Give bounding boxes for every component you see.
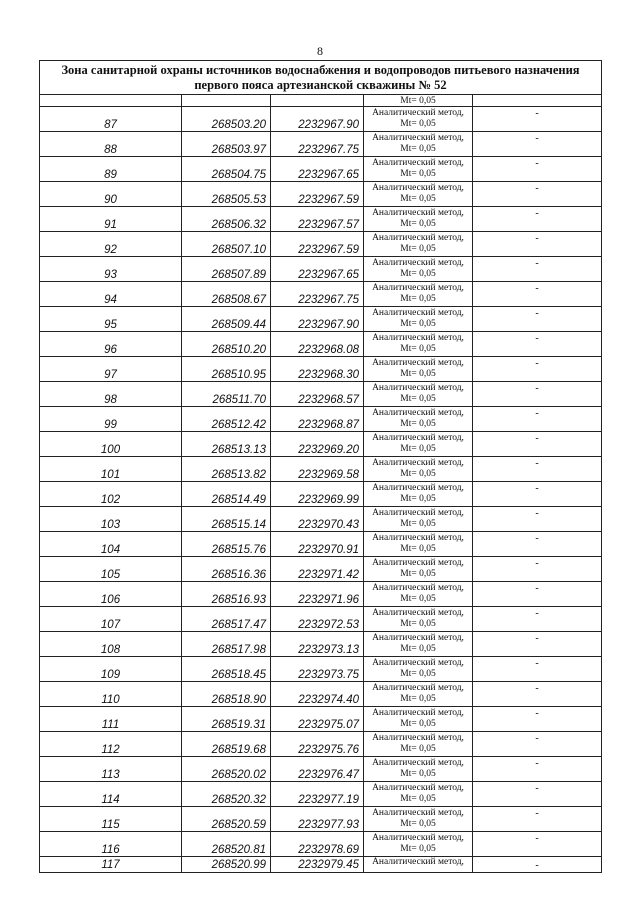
- title-line-1: Зона санитарной охраны источников водоснабжения и водопроводов питьевого назначения: [61, 63, 580, 77]
- table-row: [40, 632, 601, 657]
- cell-point: 91: [40, 207, 182, 232]
- method-accuracy: Mt= 0,05: [400, 244, 436, 254]
- method-accuracy: Mt= 0,05: [400, 719, 436, 729]
- method-accuracy: Mt= 0,05: [400, 769, 436, 779]
- cell-dash: -: [473, 757, 602, 782]
- method-name: Аналитический метод,: [372, 658, 464, 668]
- cell-dash: -: [473, 232, 602, 257]
- method-accuracy: Mt= 0,05: [400, 319, 436, 329]
- method-accuracy: Mt= 0,05: [400, 494, 436, 504]
- cell-dash: -: [473, 682, 602, 707]
- cell-dash: -: [473, 107, 602, 132]
- cell-dash: -: [473, 807, 602, 832]
- method-name: Аналитический метод,: [372, 258, 464, 268]
- table-row: [40, 832, 601, 857]
- cell-point: 88: [40, 132, 182, 157]
- method-accuracy: Mt= 0,05: [400, 444, 436, 454]
- cell-x: [182, 95, 271, 107]
- table-row: [40, 682, 601, 707]
- coordinates-table: [40, 95, 601, 873]
- table-row: [40, 507, 601, 532]
- table-row: [40, 432, 601, 457]
- cell-method: [364, 207, 473, 232]
- cell-x: 268520.81: [182, 832, 271, 857]
- cell-method: [364, 832, 473, 857]
- cell-dash: -: [473, 132, 602, 157]
- cell-y: 2232967.90: [271, 107, 364, 132]
- cell-point: 93: [40, 257, 182, 282]
- cell-dash: -: [473, 557, 602, 582]
- cell-y: 2232974.40: [271, 682, 364, 707]
- cell-point: 109: [40, 657, 182, 682]
- method-accuracy: Mt= 0,05: [400, 819, 436, 829]
- method-name: Аналитический метод,: [372, 333, 464, 343]
- cell-method: [364, 757, 473, 782]
- table-row: [40, 257, 601, 282]
- cell-point: 90: [40, 182, 182, 207]
- method-accuracy: Mt= 0,05: [400, 669, 436, 679]
- cell-x: 268510.95: [182, 357, 271, 382]
- document-title: [40, 61, 601, 95]
- table-row: [40, 782, 601, 807]
- cell-y: 2232967.57: [271, 207, 364, 232]
- page-number: 8: [317, 44, 323, 58]
- cell-x: 268513.13: [182, 432, 271, 457]
- cell-y: 2232971.96: [271, 582, 364, 607]
- cell-point: 116: [40, 832, 182, 857]
- table-row: [40, 807, 601, 832]
- cell-dash: -: [473, 782, 602, 807]
- cell-method: [364, 357, 473, 382]
- cell-dash: -: [473, 707, 602, 732]
- method-name: Аналитический метод,: [372, 857, 464, 867]
- method-name: Аналитический метод,: [372, 783, 464, 793]
- cell-point: 113: [40, 757, 182, 782]
- table-row: [40, 382, 601, 407]
- method-accuracy: Mt= 0,05: [400, 119, 436, 129]
- cell-y: 2232976.47: [271, 757, 364, 782]
- table-row: [40, 157, 601, 182]
- cell-method: [364, 607, 473, 632]
- cell-y: 2232971.42: [271, 557, 364, 582]
- cell-x: 268507.10: [182, 232, 271, 257]
- cell-method: Mt= 0,05: [364, 95, 473, 107]
- table-row: [40, 407, 601, 432]
- cell-point: 104: [40, 532, 182, 557]
- cell-y: 2232967.59: [271, 182, 364, 207]
- method-accuracy: Mt= 0,05: [400, 394, 436, 404]
- cell-method: [364, 732, 473, 757]
- method-name: Аналитический метод,: [372, 558, 464, 568]
- method-name: Аналитический метод,: [372, 158, 464, 168]
- method-name: Аналитический метод,: [372, 608, 464, 618]
- table-row: [40, 132, 601, 157]
- method-accuracy: Mt= 0,05: [400, 219, 436, 229]
- cell-y: 2232969.58: [271, 457, 364, 482]
- cell-point: 105: [40, 557, 182, 582]
- cell-method: [364, 457, 473, 482]
- method-accuracy: Mt= 0,05: [400, 369, 436, 379]
- table-row: [40, 457, 601, 482]
- cell-point: 101: [40, 457, 182, 482]
- cell-x: 268520.59: [182, 807, 271, 832]
- cell-y: 2232975.76: [271, 732, 364, 757]
- table-row: [40, 482, 601, 507]
- cell-dash: -: [473, 607, 602, 632]
- cell-y: 2232968.30: [271, 357, 364, 382]
- table-row: [40, 207, 601, 232]
- cell-dash: -: [473, 257, 602, 282]
- cell-point: 103: [40, 507, 182, 532]
- cell-y: 2232969.99: [271, 482, 364, 507]
- cell-method: [364, 432, 473, 457]
- cell-x: 268503.97: [182, 132, 271, 157]
- cell-x: 268515.76: [182, 532, 271, 557]
- method-accuracy: Mt= 0,05: [400, 269, 436, 279]
- cell-point: 102: [40, 482, 182, 507]
- method-accuracy: Mt= 0,05: [400, 544, 436, 554]
- cell-method: [364, 532, 473, 557]
- cell-dash: -: [473, 157, 602, 182]
- cell-y: 2232970.91: [271, 532, 364, 557]
- cell-method: [364, 682, 473, 707]
- cell-x: 268508.67: [182, 282, 271, 307]
- method-accuracy: Mt= 0,05: [400, 644, 436, 654]
- table-row: [40, 857, 601, 873]
- method-name: Аналитический метод,: [372, 633, 464, 643]
- cell-point: 96: [40, 332, 182, 357]
- method-name: Аналитический метод,: [372, 458, 464, 468]
- method-name: Аналитический метод,: [372, 483, 464, 493]
- cell-point: 97: [40, 357, 182, 382]
- cell-method: [364, 707, 473, 732]
- cell-dash: -: [473, 457, 602, 482]
- method-accuracy: Mt= 0,05: [400, 519, 436, 529]
- cell-x: 268503.20: [182, 107, 271, 132]
- cell-method: [364, 132, 473, 157]
- cell-method: [364, 257, 473, 282]
- method-accuracy: Mt= 0,05: [400, 569, 436, 579]
- table-row: [40, 732, 601, 757]
- method-accuracy: Mt= 0,05: [400, 169, 436, 179]
- cell-dash: -: [473, 657, 602, 682]
- method-accuracy: Mt= 0,05: [400, 469, 436, 479]
- table-row: [40, 307, 601, 332]
- cell-dash: -: [473, 407, 602, 432]
- cell-point: 108: [40, 632, 182, 657]
- cell-x: 268518.90: [182, 682, 271, 707]
- cell-dash: [473, 95, 602, 107]
- cell-method: [364, 382, 473, 407]
- cell-y: 2232968.87: [271, 407, 364, 432]
- cell-y: 2232967.75: [271, 282, 364, 307]
- table-row: [40, 657, 601, 682]
- cell-point: 100: [40, 432, 182, 457]
- method-accuracy: Mt= 0,05: [400, 794, 436, 804]
- cell-point: 98: [40, 382, 182, 407]
- method-name: Аналитический метод,: [372, 133, 464, 143]
- cell-method: [364, 557, 473, 582]
- cell-point: 99: [40, 407, 182, 432]
- cell-x: 268509.44: [182, 307, 271, 332]
- cell-point: 115: [40, 807, 182, 832]
- table-row: [40, 582, 601, 607]
- cell-y: 2232973.75: [271, 657, 364, 682]
- cell-dash: -: [473, 482, 602, 507]
- cell-dash: -: [473, 507, 602, 532]
- method-name: Аналитический метод,: [372, 358, 464, 368]
- cell-x: 268519.31: [182, 707, 271, 732]
- cell-method: [364, 307, 473, 332]
- document-sheet: [39, 60, 602, 873]
- cell-dash: -: [473, 432, 602, 457]
- cell-y: 2232975.07: [271, 707, 364, 732]
- cell-point: 107: [40, 607, 182, 632]
- cell-y: 2232970.43: [271, 507, 364, 532]
- cell-method: [364, 807, 473, 832]
- method-accuracy: Mt= 0,05: [400, 694, 436, 704]
- method-accuracy: Mt= 0,05: [400, 594, 436, 604]
- cell-point: 92: [40, 232, 182, 257]
- table-row-partial: [40, 95, 601, 107]
- cell-point: 114: [40, 782, 182, 807]
- cell-dash: -: [473, 832, 602, 857]
- cell-x: 268513.82: [182, 457, 271, 482]
- cell-x: 268517.47: [182, 607, 271, 632]
- cell-point: 94: [40, 282, 182, 307]
- method-name: Аналитический метод,: [372, 808, 464, 818]
- method-accuracy: Mt= 0,05: [400, 144, 436, 154]
- cell-y: 2232968.08: [271, 332, 364, 357]
- method-name: Аналитический метод,: [372, 183, 464, 193]
- method-name: Аналитический метод,: [372, 833, 464, 843]
- method-name: Аналитический метод,: [372, 683, 464, 693]
- method-accuracy: Mt= 0,05: [400, 294, 436, 304]
- cell-dash: -: [473, 532, 602, 557]
- cell-x: 268507.89: [182, 257, 271, 282]
- method-name: Аналитический метод,: [372, 283, 464, 293]
- cell-x: 268511.70: [182, 382, 271, 407]
- cell-point: 112: [40, 732, 182, 757]
- cell-method: [364, 157, 473, 182]
- cell-y: 2232977.19: [271, 782, 364, 807]
- method-name: Аналитический метод,: [372, 533, 464, 543]
- cell-method: [364, 107, 473, 132]
- cell-x: 268512.42: [182, 407, 271, 432]
- table-row: [40, 607, 601, 632]
- method-name: Аналитический метод,: [372, 583, 464, 593]
- cell-x: 268514.49: [182, 482, 271, 507]
- cell-method: [364, 182, 473, 207]
- table-row: [40, 282, 601, 307]
- table-row: [40, 107, 601, 132]
- cell-y: 2232972.53: [271, 607, 364, 632]
- cell-dash: -: [473, 857, 602, 873]
- cell-dash: -: [473, 382, 602, 407]
- cell-method: [364, 582, 473, 607]
- cell-method: [364, 407, 473, 432]
- method-name: Аналитический метод,: [372, 108, 464, 118]
- cell-method: [364, 332, 473, 357]
- cell-method: [364, 507, 473, 532]
- cell-y: 2232979.45: [271, 857, 364, 873]
- cell-x: 268517.98: [182, 632, 271, 657]
- method-name: Аналитический метод,: [372, 708, 464, 718]
- cell-method: [364, 632, 473, 657]
- cell-y: 2232977.93: [271, 807, 364, 832]
- cell-point: 106: [40, 582, 182, 607]
- cell-x: 268504.75: [182, 157, 271, 182]
- cell-x: 268505.53: [182, 182, 271, 207]
- method-name: Аналитический метод,: [372, 233, 464, 243]
- cell-dash: -: [473, 207, 602, 232]
- method-name: Аналитический метод,: [372, 208, 464, 218]
- cell-x: 268518.45: [182, 657, 271, 682]
- cell-point: 89: [40, 157, 182, 182]
- cell-dash: -: [473, 582, 602, 607]
- cell-x: 268516.36: [182, 557, 271, 582]
- cell-method: [364, 232, 473, 257]
- cell-dash: -: [473, 332, 602, 357]
- cell-y: 2232969.20: [271, 432, 364, 457]
- cell-dash: -: [473, 182, 602, 207]
- cell-y: 2232978.69: [271, 832, 364, 857]
- method-accuracy: Mt= 0,05: [400, 419, 436, 429]
- method-accuracy: Mt= 0,05: [400, 619, 436, 629]
- cell-y: 2232973.13: [271, 632, 364, 657]
- cell-method: [364, 282, 473, 307]
- method-name: Аналитический метод,: [372, 383, 464, 393]
- table-row: [40, 757, 601, 782]
- cell-point: 95: [40, 307, 182, 332]
- cell-dash: -: [473, 632, 602, 657]
- cell-point: 87: [40, 107, 182, 132]
- cell-dash: -: [473, 282, 602, 307]
- cell-y: [271, 95, 364, 107]
- table-row: [40, 532, 601, 557]
- table-row: [40, 357, 601, 382]
- title-line-2: первого пояса артезианской скважины № 52: [194, 78, 447, 92]
- cell-dash: -: [473, 732, 602, 757]
- cell-x: 268519.68: [182, 732, 271, 757]
- cell-point: [40, 95, 182, 107]
- cell-method: [364, 857, 473, 873]
- method-name: Аналитический метод,: [372, 758, 464, 768]
- cell-point: 117: [40, 857, 182, 873]
- cell-x: 268510.20: [182, 332, 271, 357]
- method-accuracy: Mt= 0,05: [400, 744, 436, 754]
- cell-x: 268520.32: [182, 782, 271, 807]
- cell-x: 268520.99: [182, 857, 271, 873]
- table-row: [40, 707, 601, 732]
- cell-dash: -: [473, 357, 602, 382]
- method-name: Аналитический метод,: [372, 433, 464, 443]
- table-row: [40, 332, 601, 357]
- cell-method: [364, 782, 473, 807]
- method-name: Аналитический метод,: [372, 408, 464, 418]
- cell-x: 268520.02: [182, 757, 271, 782]
- cell-y: 2232967.65: [271, 257, 364, 282]
- cell-y: 2232967.75: [271, 132, 364, 157]
- method-name: Аналитический метод,: [372, 508, 464, 518]
- table-row: [40, 557, 601, 582]
- table-row: [40, 182, 601, 207]
- method-accuracy: Mt= 0,05: [400, 844, 436, 854]
- table-row: [40, 232, 601, 257]
- cell-y: 2232967.59: [271, 232, 364, 257]
- method-name: Аналитический метод,: [372, 733, 464, 743]
- cell-point: 110: [40, 682, 182, 707]
- cell-x: 268515.14: [182, 507, 271, 532]
- method-accuracy: Mt= 0,05: [400, 344, 436, 354]
- cell-y: 2232968.57: [271, 382, 364, 407]
- cell-x: 268506.32: [182, 207, 271, 232]
- cell-dash: -: [473, 307, 602, 332]
- cell-method: [364, 657, 473, 682]
- cell-x: 268516.93: [182, 582, 271, 607]
- method-accuracy: Mt= 0,05: [400, 194, 436, 204]
- cell-method: [364, 482, 473, 507]
- cell-point: 111: [40, 707, 182, 732]
- cell-y: 2232967.65: [271, 157, 364, 182]
- method-name: Аналитический метод,: [372, 308, 464, 318]
- cell-y: 2232967.90: [271, 307, 364, 332]
